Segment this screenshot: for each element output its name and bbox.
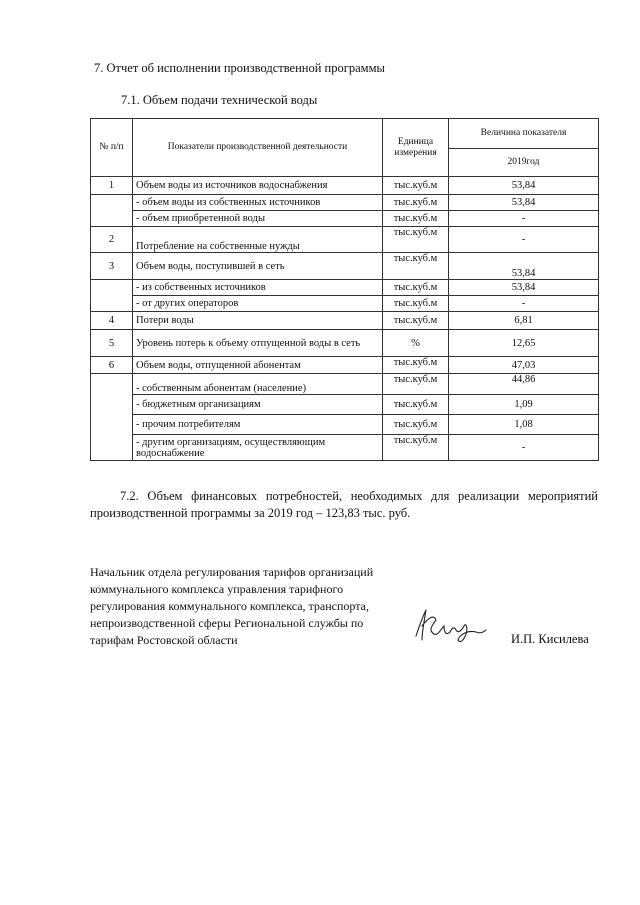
table-row [91, 177, 599, 195]
row-number: 5 [91, 330, 133, 357]
row-name: Потери воды [133, 312, 383, 330]
signature-mark [410, 604, 490, 646]
table-row [91, 374, 599, 395]
water-supply-table [90, 118, 599, 461]
row-name: Объем воды, поступившей в сеть [133, 253, 383, 280]
signer-name: И.П. Кисилева [511, 632, 589, 646]
row-unit: тыс.куб.м [383, 357, 449, 374]
row-name: Объем воды, отпущенной абонентам [133, 357, 383, 374]
row-unit: тыс.куб.м [383, 395, 449, 415]
table-row [91, 415, 599, 435]
row-unit: тыс.куб.м [383, 415, 449, 435]
row-value: 6,81 [449, 312, 599, 330]
row-value: - [449, 296, 599, 312]
row-name: - прочим потребителям [133, 415, 383, 435]
row-name: Объем воды из источников водоснабжения [133, 177, 383, 195]
row-name: Потребление на собственные нужды [133, 227, 383, 253]
row-unit: тыс.куб.м [383, 374, 449, 395]
row-value: 53,84 [449, 280, 599, 296]
row-number: 1 [91, 177, 133, 195]
row-unit: тыс.куб.м [383, 296, 449, 312]
row-number [91, 195, 133, 227]
row-value: 47,03 [449, 357, 599, 374]
table-row [91, 280, 599, 296]
row-unit: тыс.куб.м [383, 253, 449, 280]
row-value: 12,65 [449, 330, 599, 357]
row-value: - [449, 211, 599, 227]
row-value: - [449, 227, 599, 253]
header-year: 2019год [449, 149, 599, 177]
row-number: 4 [91, 312, 133, 330]
row-unit: % [383, 330, 449, 357]
row-unit: тыс.куб.м [383, 211, 449, 227]
row-value: - [449, 435, 599, 461]
financial-needs-paragraph: 7.2. Объем финансовых потребностей, необходимых для реализации мероприятий производственной программы за 2019 год – 123,83 тыс. руб. [90, 489, 598, 520]
section-title: 7. Отчет об исполнении производственной программы [94, 61, 385, 75]
signer-position: Начальник отдела регулирования тарифов организаций коммунального комплекса управления тарифного регулирования коммунального комплекса, транспорта, непроизводственной сферы Региональной службы по тарифам Ростовской области [90, 565, 374, 647]
row-unit: тыс.куб.м [383, 195, 449, 211]
row-name: - из собственных источников [133, 280, 383, 296]
header-value-group: Величина показателя [449, 119, 599, 149]
row-unit: тыс.куб.м [383, 312, 449, 330]
row-name: Уровень потерь к объему отпущенной воды в сеть [133, 330, 383, 357]
row-number: 6 [91, 357, 133, 374]
table-row [91, 330, 599, 357]
row-value: 44,86 [449, 374, 599, 395]
table-row [91, 296, 599, 312]
row-number [91, 374, 133, 461]
row-value: 53,84 [449, 177, 599, 195]
table-row [91, 253, 599, 280]
row-number: 2 [91, 227, 133, 253]
row-unit: тыс.куб.м [383, 280, 449, 296]
row-value: 1,09 [449, 395, 599, 415]
header-indicator: Показатели производственной деятельности [133, 119, 383, 177]
table-row [91, 211, 599, 227]
header-unit: Единица измерения [383, 119, 449, 177]
table-row [91, 357, 599, 374]
row-number: 3 [91, 253, 133, 280]
row-value: 53,84 [449, 253, 599, 280]
table-row [91, 195, 599, 211]
row-unit: тыс.куб.м [383, 177, 449, 195]
row-name: - собственным абонентам (население) [133, 374, 383, 395]
table-row [91, 395, 599, 415]
table-row [91, 312, 599, 330]
row-name: - от других операторов [133, 296, 383, 312]
row-number [91, 280, 133, 312]
row-name: - объем воды из собственных источников [133, 195, 383, 211]
row-unit: тыс.куб.м [383, 435, 449, 461]
row-name: - другим организациям, осуществляющим водоснабжение [133, 435, 383, 461]
row-value: 1,08 [449, 415, 599, 435]
row-unit: тыс.куб.м [383, 227, 449, 253]
table-row [91, 435, 599, 461]
table-row [91, 227, 599, 253]
row-value: 53,84 [449, 195, 599, 211]
header-no: № п/п [91, 119, 133, 177]
subsection-title: 7.1. Объем подачи технической воды [121, 93, 318, 107]
row-name: - бюджетным организациям [133, 395, 383, 415]
row-name: - объем приобретенной воды [133, 211, 383, 227]
